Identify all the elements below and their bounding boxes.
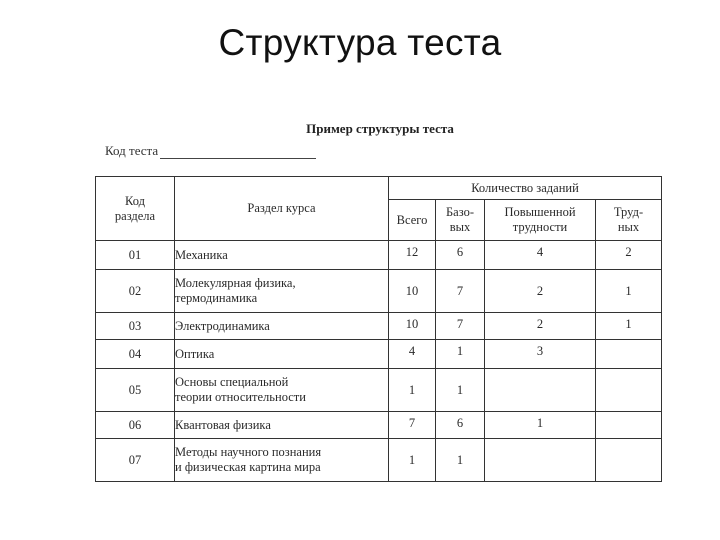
row-basic: 1 [436,439,485,482]
row-total: 7 [389,412,436,439]
table-header-row [96,177,662,200]
row-advanced: 2 [485,270,596,313]
row-hard: 1 [596,313,662,340]
row-hard: 2 [596,241,662,270]
row-basic: 1 [436,340,485,369]
row-section-line: и физическая картина мира [175,460,321,474]
table-row [96,313,662,340]
header-count-group: Количество заданий [389,177,662,200]
row-hard [596,439,662,482]
row-basic: 7 [436,313,485,340]
row-hard [596,340,662,369]
row-code: 04 [96,340,175,369]
row-code: 03 [96,313,175,340]
header-code [96,177,175,241]
row-section [175,241,389,270]
row-total: 10 [389,270,436,313]
row-total: 1 [389,369,436,412]
header-advanced [485,200,596,241]
row-section-line: теории относительности [175,390,306,404]
row-advanced: 3 [485,340,596,369]
row-section [175,439,389,482]
row-section-line: Квантовая физика [175,417,271,432]
row-advanced [485,439,596,482]
header-basic-line-1: Базо- [445,205,474,219]
row-section [175,270,389,313]
document-heading: Пример структуры теста [306,121,454,136]
row-total: 4 [389,340,436,369]
row-code: 07 [96,439,175,482]
table-row [96,270,662,313]
row-total: 12 [389,241,436,270]
row-code: 05 [96,369,175,412]
slide-title: Структура теста [218,22,502,63]
row-advanced: 1 [485,412,596,439]
test-structure-table [95,176,662,482]
header-basic [436,200,485,241]
row-basic: 6 [436,241,485,270]
row-advanced: 4 [485,241,596,270]
row-section-line: Механика [175,247,228,262]
row-basic: 1 [436,369,485,412]
test-code-blank [160,144,316,159]
header-total: Всего [389,200,436,241]
row-section-line: Основы специальной [175,375,289,389]
header-advanced-line-2: трудности [512,220,568,234]
row-section [175,369,389,412]
row-section-line: Методы научного познания [175,445,322,459]
header-basic-line-2: вых [449,220,471,234]
table-row [96,412,662,439]
row-code: 06 [96,412,175,439]
table-row [96,439,662,482]
header-code-line-1: Код [125,193,145,208]
table-row [96,369,662,412]
row-section-line: термодинамика [175,291,258,305]
header-hard-line-2: ных [617,220,640,234]
row-hard [596,369,662,412]
row-basic: 7 [436,270,485,313]
row-total: 1 [389,439,436,482]
row-section-line: Молекулярная физика, [175,276,296,290]
row-section [175,340,389,369]
row-basic: 6 [436,412,485,439]
header-advanced-line-1: Повышенной [504,205,576,219]
test-code-line [105,143,316,159]
row-total: 10 [389,313,436,340]
header-code-line-2: раздела [114,208,156,223]
row-section [175,313,389,340]
row-section-line: Оптика [175,346,215,361]
table-row [96,340,662,369]
table-row [96,241,662,270]
header-hard [596,200,662,241]
row-code: 02 [96,270,175,313]
header-section: Раздел курса [175,177,389,241]
row-hard: 1 [596,270,662,313]
row-advanced: 2 [485,313,596,340]
row-code: 01 [96,241,175,270]
row-hard [596,412,662,439]
row-section-line: Электродинамика [175,318,270,333]
header-hard-line-1: Труд- [613,205,644,219]
row-section [175,412,389,439]
test-code-label: Код теста [105,143,159,158]
row-advanced [485,369,596,412]
